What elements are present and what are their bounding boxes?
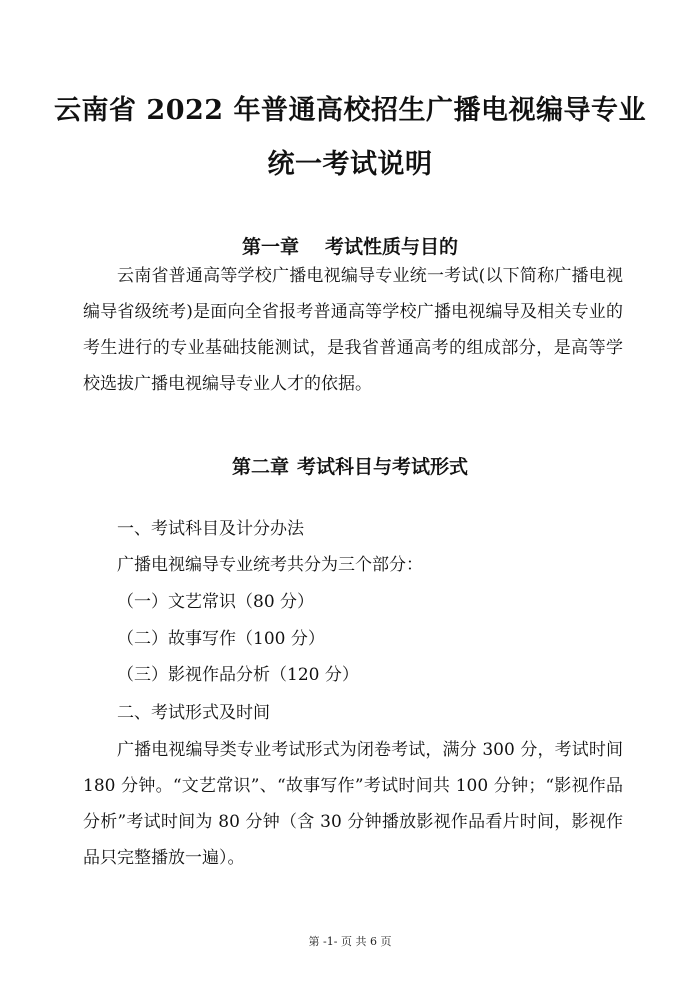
chapter-2-title: 考试科目与考试形式	[297, 456, 469, 478]
chapter-1-paragraph: 云南省普通高等学校广播电视编导专业统一考试(以下简称广播电视编导省级统考)是面向全省报考普通高等学校广播电视编导及相关专业的考生进行的专业基础技能测试，是我省普通高考的组成部分，是高等学校选拔广播电视编导专业人才的依据。	[83, 266, 623, 394]
section-2-paragraph: 广播电视编导类专业考试形式为闭卷考试，满分 300 分，考试时间 180 分钟。“文艺常识”、“故事写作”考试时间共 100 分钟；“影视作品分析”考试时间为 80 分钟（含 30 分钟播放影视作品看片时间，影视作品只完整播放一遍）。	[83, 740, 623, 868]
page-number-footer: 第 -1- 页 共 6 页	[308, 935, 392, 948]
document-title-line-1: 云南省 2022 年普通高校招生广播电视编导专业	[54, 95, 646, 126]
section-2-heading: 二、考试形式及时间	[117, 703, 270, 723]
section-1-intro: 广播电视编导专业统考共分为三个部分：	[117, 555, 423, 575]
chapter-2-heading	[0, 452, 700, 479]
chapter-2-label: 第二章	[231, 456, 289, 478]
document-title-line-2: 统一考试说明	[267, 149, 433, 180]
section-1-heading: 一、考试科目及计分办法	[117, 519, 304, 539]
chapter-1-title: 考试性质与目的	[325, 236, 459, 258]
list-item-literature: （一）文艺常识（80 分）	[117, 592, 315, 612]
chapter-1-label: 第一章	[241, 236, 299, 258]
list-item-story-writing: （二）故事写作（100 分）	[117, 629, 325, 649]
chapter-1-heading	[0, 232, 700, 259]
list-item-film-analysis: （三）影视作品分析（120 分）	[117, 665, 359, 685]
